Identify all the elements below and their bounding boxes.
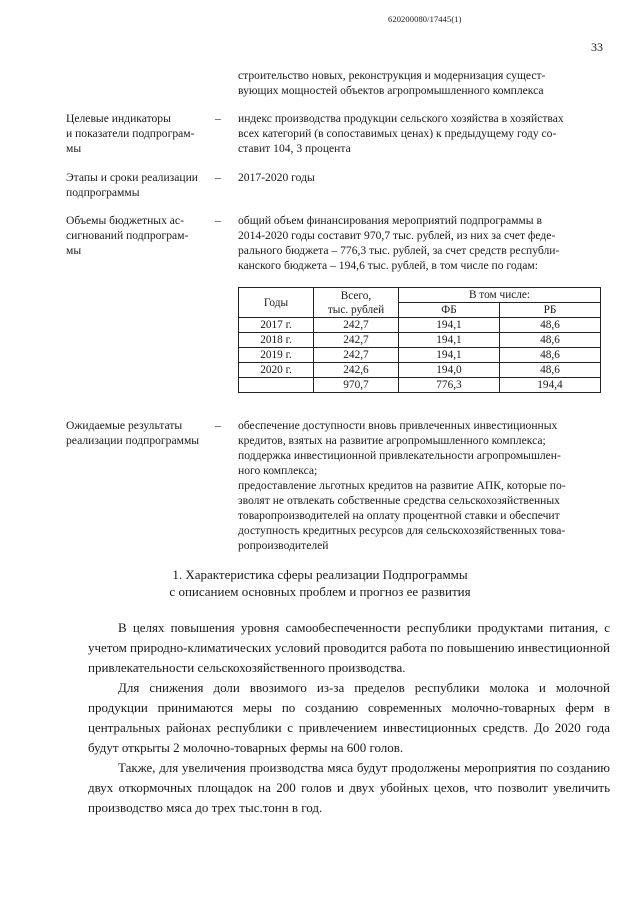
cell-year: 2019 г.: [239, 348, 314, 363]
text-line: канского бюджета – 194,6 тыс. рублей, в том числе по годам:: [238, 259, 538, 272]
cell-total: 242,7: [314, 348, 399, 363]
header-total-line: тыс. рублей: [327, 303, 385, 316]
dash: –: [215, 419, 221, 432]
label-line: Ожидаемые результаты: [66, 419, 183, 432]
passport-row-label: [66, 111, 216, 156]
text-line: всех категорий (в сопоставимых ценах) к предыдущему году со-: [238, 127, 557, 140]
text-line: кредитов, взятых на развитие агропромышленного комплекса;: [238, 434, 546, 447]
paragraph: Также, для увеличения производства мяса будут продолжены мероприятия по созданию двух откормочных площадок на 200 голов и двух убойных цехов, что позволит увеличить производство мяса до трех тыс.тонн в год.: [88, 760, 610, 815]
text-line: обеспечение доступности вновь привлеченных инвестиционных: [238, 419, 558, 432]
passport-row-value: [238, 170, 604, 185]
label-line: Этапы и сроки реализации: [66, 171, 198, 184]
cell-rb: 194,4: [500, 378, 601, 393]
paragraph: В целях повышения уровня самообеспеченности республики продуктами питания, с учетом природно-климатических условий проводится работа по повышению инвестиционной привлекательности сельскохозяйственного производства.: [88, 620, 611, 675]
table-row: [239, 363, 601, 378]
text-line: ного комплекса;: [238, 464, 318, 477]
cell-fb: 194,0: [399, 363, 500, 378]
cell-year: 2017 г.: [239, 318, 314, 333]
dash: –: [215, 112, 221, 125]
text-line: поддержка инвестиционной привлекательности агропромышлен-: [238, 449, 561, 462]
cell-total: 242,7: [314, 333, 399, 348]
cell-fb: 194,1: [399, 348, 500, 363]
paragraph: Для снижения доли ввозимого из-за пределов республики молока и молочной продукции принимаются меры по созданию современных молочно-товарных ферм в центральных районах республики с привлечением инвестиционных средств. До 2020 года будут открыты 2 молочно-товарных фермы на 600 голов.: [88, 680, 610, 755]
text-line: общий объем финансирования мероприятий подпрограммы в: [238, 214, 542, 227]
cell-rb: 48,6: [500, 333, 601, 348]
document-number: 620200080/17445(1): [388, 14, 462, 24]
dash: –: [215, 214, 221, 227]
cell-rb: 48,6: [500, 318, 601, 333]
text-line: индекс производства продукции сельского хозяйства в хозяйствах: [238, 112, 564, 125]
cell-rb: 48,6: [500, 348, 601, 363]
cell-year: 2018 г.: [239, 333, 314, 348]
passport-row-label: [66, 418, 216, 448]
passport-row-value: [238, 418, 604, 553]
text-line: рального бюджета – 776,3 тыс. рублей, за счет средств республи-: [238, 244, 560, 257]
label-line: и показатели подпрограм-: [66, 127, 195, 140]
table-row: [239, 318, 601, 333]
passport-row-value: [238, 213, 604, 273]
passport-row-value: [238, 111, 604, 156]
section-heading: [0, 566, 640, 600]
dash: –: [215, 171, 221, 184]
header-total-line: Всего,: [340, 289, 372, 302]
table-header-row: [239, 288, 601, 303]
header-fb: ФБ: [399, 303, 500, 318]
cell-year: 2020 г.: [239, 363, 314, 378]
section-body: [88, 618, 610, 818]
header-including: В том числе:: [399, 288, 601, 303]
table-row: [239, 333, 601, 348]
text-line: 2017-2020 годы: [238, 171, 315, 184]
cell-fb: 194,1: [399, 318, 500, 333]
text-line: ропроизводителей: [238, 539, 329, 552]
header-years: Годы: [239, 288, 314, 318]
text-line: товаропроизводителей на оплату процентной ставки и обеспечит: [238, 509, 560, 522]
cell-fb: 776,3: [399, 378, 500, 393]
text-line: 2014-2020 годы составит 970,7 тыс. рублей, из них за счет феде-: [238, 229, 556, 242]
label-line: Объемы бюджетных ас-: [66, 214, 184, 227]
text-line: ставит 104, 3 процента: [238, 142, 351, 155]
header-rb: РБ: [500, 303, 601, 318]
table-row-total: [239, 378, 601, 393]
label-line: Целевые индикаторы: [66, 112, 171, 125]
cell-total: 242,6: [314, 363, 399, 378]
label-line: мы: [66, 142, 82, 155]
budget-table: [238, 287, 601, 393]
heading-line: 1. Характеристика сферы реализации Подпрограммы: [172, 567, 468, 582]
passport-row-label: [66, 213, 216, 258]
cell-total: 970,7: [314, 378, 399, 393]
cell-year: [239, 378, 314, 393]
label-line: подпрограммы: [66, 186, 140, 199]
text-line: вующих мощностей объектов агропромышленного комплекса: [238, 84, 544, 97]
label-line: мы: [66, 244, 82, 257]
text-line: зволят не отвлекать собственные средства сельскохозяйственных: [238, 494, 560, 507]
text-line: строительство новых, реконструкция и модернизация сущест-: [238, 69, 546, 82]
header-total: [314, 288, 399, 318]
text-line: доступность кредитных ресурсов для сельскохозяйственных това-: [238, 524, 566, 537]
cell-rb: 48,6: [500, 363, 601, 378]
passport-row-label: [66, 170, 216, 200]
table-row: [239, 348, 601, 363]
heading-line: с описанием основных проблем и прогноз ее развития: [169, 584, 471, 599]
page-number: 33: [591, 40, 603, 54]
cell-total: 242,7: [314, 318, 399, 333]
text-line: предоставление льготных кредитов на развитие АПК, которые по-: [238, 479, 566, 492]
label-line: реализации подпрограммы: [66, 434, 200, 447]
cell-fb: 194,1: [399, 333, 500, 348]
label-line: сигнований подпрограм-: [66, 229, 189, 242]
